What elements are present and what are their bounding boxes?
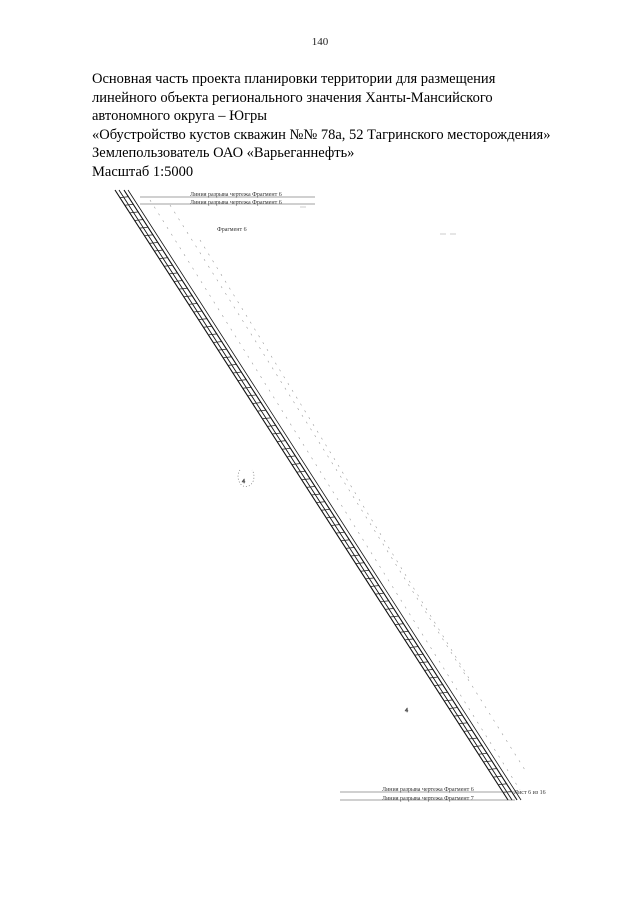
corridor-tick <box>385 608 394 609</box>
corridor-tick <box>336 532 345 533</box>
corridor-tick <box>257 410 266 411</box>
corridor-tick <box>144 235 153 236</box>
corridor-tick <box>424 669 433 670</box>
svg-text:4: 4 <box>405 708 408 714</box>
corridor-tick <box>169 273 178 274</box>
corridor-tick <box>149 242 158 243</box>
corridor-tick <box>312 494 321 495</box>
corridor-tick <box>208 334 217 335</box>
corridor-tick <box>429 677 438 678</box>
header-line: линейного объекта регионального значения Ханты-Мансийского <box>92 89 493 106</box>
corridor-tick <box>248 395 257 396</box>
corridor-tick <box>444 700 453 701</box>
corridor-tick <box>120 197 129 198</box>
corridor-tick <box>390 616 399 617</box>
corridor-tick <box>179 288 188 289</box>
corridor-tick <box>277 441 286 442</box>
corridor-tick <box>459 723 468 724</box>
corridor-tick <box>356 563 365 564</box>
corridor-tick <box>479 753 488 754</box>
corridor-tick <box>297 471 306 472</box>
corridor-tick <box>174 281 183 282</box>
corridor-tick <box>164 265 173 266</box>
corridor-tick <box>203 326 212 327</box>
corridor-tick <box>375 593 384 594</box>
corridor-tick <box>267 425 276 426</box>
break-line-label: Линия разрыва чертежа Фрагмент 7 <box>382 796 474 802</box>
corridor-tick <box>307 486 316 487</box>
corridor-tick <box>218 349 227 350</box>
boundary-lines <box>150 200 525 790</box>
corridor-tick <box>228 364 237 365</box>
corridor-tick <box>262 418 271 419</box>
corridor-tick <box>380 601 389 602</box>
corridor-tick <box>238 380 247 381</box>
corridor-tick <box>272 433 281 434</box>
corridor-tick <box>331 525 340 526</box>
corridor-tick <box>439 692 448 693</box>
header-line: Основная часть проекта планировки территории для размещения <box>92 71 496 87</box>
corridor-tick <box>469 738 478 739</box>
corridor-tick <box>498 784 507 785</box>
corridor-tick <box>140 227 149 228</box>
corridor-ticks <box>120 197 512 793</box>
corridor-tick <box>395 624 404 625</box>
corridor-tick <box>184 296 193 297</box>
corridor-tick <box>199 319 208 320</box>
corridor-tick <box>302 479 311 480</box>
corridor-tick <box>341 540 350 541</box>
corridor-tick <box>434 685 443 686</box>
break-line-label: Линия разрыва чертежа Фрагмент 6 <box>190 200 282 206</box>
corridor-tick <box>326 517 335 518</box>
corridor-tick <box>154 250 163 251</box>
corridor-tick <box>449 708 458 709</box>
corridor-tick <box>464 730 473 731</box>
corridor-tick <box>321 509 330 510</box>
corridor-tick <box>454 715 463 716</box>
header-line: Землепользователь ОАО «Варьеганнефть» <box>92 145 355 161</box>
corridor-tick <box>125 204 134 205</box>
corridor-tick <box>400 631 409 632</box>
top-break-lines <box>140 192 315 206</box>
bottom-break-lines <box>340 787 546 802</box>
corridor-tick <box>253 403 262 404</box>
fragment-label: Фрагмент 6 <box>217 227 247 233</box>
corridor-tick <box>415 654 424 655</box>
corridor-tick <box>420 662 429 663</box>
corridor-tick <box>130 212 139 213</box>
corridor-tick <box>361 570 370 571</box>
break-line-label: Линия разрыва чертежа Фрагмент 6 <box>382 787 474 793</box>
corridor-tick <box>474 746 483 747</box>
corridor-tick <box>189 303 198 304</box>
page-number: 140 <box>311 36 329 48</box>
corridor-tick <box>351 555 360 556</box>
corridor-tick <box>366 578 375 579</box>
misc-marks <box>300 207 456 234</box>
corridor-tick <box>488 769 497 770</box>
corridor-tick <box>282 448 291 449</box>
corridor-tick <box>292 464 301 465</box>
corridor-tick <box>405 639 414 640</box>
corridor-tick <box>194 311 203 312</box>
corridor-tick <box>316 502 325 503</box>
corridor-tick <box>213 342 222 343</box>
corridor-tick <box>159 258 168 259</box>
corridor-tick <box>370 586 379 587</box>
survey-marker <box>405 708 408 714</box>
corridor-tick <box>493 776 502 777</box>
header-line: «Обустройство кустов скважин №№ 78а, 52 Тагринского месторождения» <box>92 126 551 143</box>
sheet-label: Лист 6 из 16 <box>514 790 546 796</box>
corridor-tick <box>135 220 144 221</box>
corridor-tick <box>287 456 296 457</box>
corridor-tick <box>346 547 355 548</box>
corridor-tick <box>243 387 252 388</box>
corridor-tick <box>223 357 232 358</box>
corridor-tick <box>483 761 492 762</box>
header-line: Масштаб 1:5000 <box>92 163 194 180</box>
svg-text:4: 4 <box>242 479 245 485</box>
corridor-tick <box>233 372 242 373</box>
corridor-tick <box>410 647 419 648</box>
break-line-label: Линия разрыва чертежа Фрагмент 6 <box>190 192 282 198</box>
header-line: автономного округа – Югры <box>92 108 268 124</box>
survey-marker <box>238 470 254 487</box>
